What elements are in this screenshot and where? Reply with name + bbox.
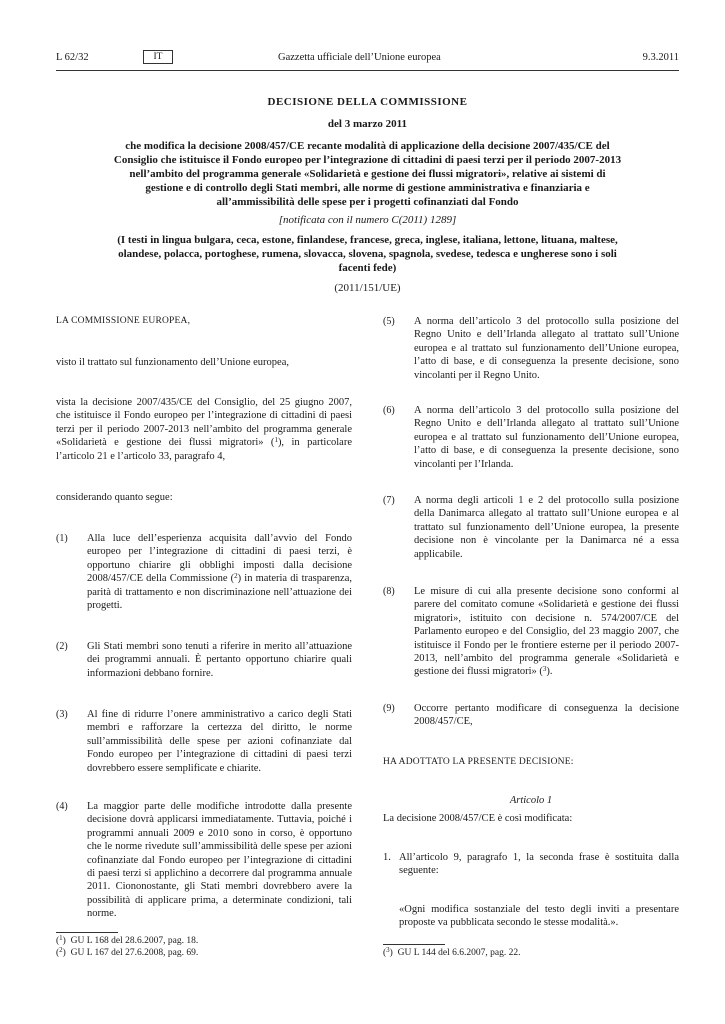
article-intro: La decisione 2008/457/CE è così modificata: [383,813,573,824]
journal-title: Gazzetta ufficiale dell’Unione europea [278,52,441,63]
decision-date: del 3 marzo 2011 [327,118,408,130]
footnote-ref: 2 [234,572,238,581]
language-badge: IT [143,50,173,64]
decision-number: (2011/151/UE) [334,282,401,294]
recital: (9) Occorre pertanto modificare di conseguenza la decisione 2008/457/CE, [383,703,679,728]
recital: (3) Al fine di ridurre l’onere amministrativo a carico degli Stati membri e rafforzare la certezza del diritto, le norme sull’ammissibilità delle spese per azioni cofinanziate dal Fondo europeo per l’integrazione di cittadini di paesi terzi dovrebbero essere semplificate e chiarite. [56,709,352,774]
recital: (2) Gli Stati membri sono tenuti a riferire in merito all’attuazione dei programmi annuali. È pertanto opportuno chiarire quali informazioni debbano fornire. [56,641,352,679]
recital-number: (7) [383,495,395,506]
publication-date: 9.3.2011 [642,52,679,63]
page-reference: L 62/32 [56,52,89,63]
amendment-item [383,851,679,878]
recital-number: (1) [56,533,68,544]
footnote: ($^2$) GU L 167 del 27.6.2008, pag. 69. [56,946,199,958]
footnote-ref: 3 [542,665,547,674]
recital-number: (9) [383,703,395,714]
recital: (7) A norma degli articoli 1 e 2 del protocollo sulla posizione della Danimarca allegato al trattato sull’Unione europea e al trattato sul funzionamento dell’Unione europea, la presente decisione non è vincolante per la Danimarca né a essa applicabile. [383,495,679,560]
footnote-divider [383,944,445,945]
authentic-languages: (I testi in lingua bulgara, ceca, estone, finlandese, francese, greca, inglese, italiana, lettone, lituana, maltese, olandese, polacca, portoghese, rumena, slovacca, slovena, spagnola, svedese, tedesca e ungherese sono i soli facenti fede) [117,234,618,274]
citation-decision: vista la decisione 2007/435/CE del Consiglio, del 25 giugno 2007, che istituisce il Fondo europeo per l’integrazione di cittadini di paesi terzi per il periodo 2007-2013 nell’ambito del programma generale «Solidarietà e gestione dei flussi migratori» ($^1$), in particolare l’articolo 21 e l’articolo 33, paragrafo 4, [56,397,352,462]
recital: (8) Le misure di cui alla presente decisione sono conformi al parere del comitato comune «Solidarietà e gestione dei flussi migratori», istituito con decisione n. 574/2007/CE del Parlamento europeo e del Consiglio, del 23 maggio 2007, che istituisce il Fondo per le frontiere esterne per il periodo 2007-2013, nell’ambito del programma generale «Solidarietà e gestione dei flussi migratori» ($^3$). [383,586,679,678]
footnote: ($^3$) GU L 144 del 6.6.2007, pag. 22. [383,946,521,958]
left-column [56,0,352,1024]
adoption-statement: HA ADOTTATO LA PRESENTE DECISIONE: [383,757,574,767]
decision-heading: DECISIONE DELLA COMMISSIONE [267,96,468,108]
intro-line: LA COMMISSIONE EUROPEA, [56,316,191,326]
considerando-line: considerando quanto segue: [56,492,173,503]
recital-number: (2) [56,641,68,652]
recital: (1) Alla luce dell’esperienza acquisita dall’avvio del Fondo europeo per l’integrazione di cittadini di paesi terzi, è opportuno chiarire gli obblighi imposti dalla decisione 2008/457/CE della Commissione ($^2$) in materia di trasparenza, parità di trattamento e non discriminazione nell’attuazione dei progetti. [56,533,352,612]
recital: (4) La maggior parte delle modifiche introdotte dalla presente decisione dovrà applicarsi immediatamente. Tuttavia, poiché i programmi annuali 2009 e 2010 sono in corso, è opportuno che le norme rivedute sull’ammissibilità delle spese per azioni cofinanziate dal Fondo europeo per l’integrazione di cittadini di paesi terzi si applichino a decorrere dal programma annuale 2011. Ciononostante, gli Stati membri dovrebbero avere la possibilità di applicare prima, a determinate condizioni, tali norme. [56,801,352,920]
article-title: Articolo 1 [509,795,553,806]
citation-treaty: visto il trattato sul funzionamento dell’Unione europea, [56,357,289,368]
footnote-divider [56,932,118,933]
recital-number: (6) [383,405,395,416]
recital-number: (3) [56,709,68,720]
decision-description: che modifica la decisione 2008/457/CE recante modalità di applicazione della decisione 2007/435/CE del Consiglio che istituisce il Fondo europeo per l’integrazione di cittadini di paesi terzi per il periodo 2007-2013 nell’ambito del programma generale «Solidarietà e gestione dei flussi migratori», relative ai sistemi di gestione e di controllo degli Stati membri, alle norme di gestione amministrativa e finanziaria e all’ammissibilità delle spese per i progetti cofinanziati dal Fondo [113,140,622,208]
recital-number: (5) [383,316,395,327]
recital-number: (8) [383,586,395,597]
recital: (6) A norma dell’articolo 3 del protocollo sulla posizione del Regno Unito e dell’Irlanda allegato al trattato sull’Unione europea e al trattato sul funzionamento dell’Unione europea, l’atto di base, e di conseguenza la presente decisione, sono vincolanti per l’Irlanda. [383,405,679,470]
footnote-ref: 1 [274,436,278,445]
right-column [383,0,679,1024]
recital: (5) A norma dell’articolo 3 del protocollo sulla posizione del Regno Unito e dell’Irlanda allegato al trattato sull’Unione europea e al trattato sul funzionamento dell’Unione europea, l’atto di base, e di conseguenza la presente decisione, sono vincolanti per il Regno Unito. [383,316,679,381]
notification-number: [notificata con il numero C(2011) 1289] [278,214,457,226]
footnote: ($^1$) GU L 168 del 28.6.2007, pag. 18. [56,934,199,946]
amendment-quote: «Ogni modifica sostanziale del testo degli inviti a presentare proposte va pubblicata secondo le stesse modalità.». [399,904,679,929]
item-number: 1. [383,852,391,863]
recital-number: (4) [56,801,68,812]
item-text: All’articolo 9, paragrafo 1, la seconda frase è sostituita dalla seguente: [399,852,679,877]
